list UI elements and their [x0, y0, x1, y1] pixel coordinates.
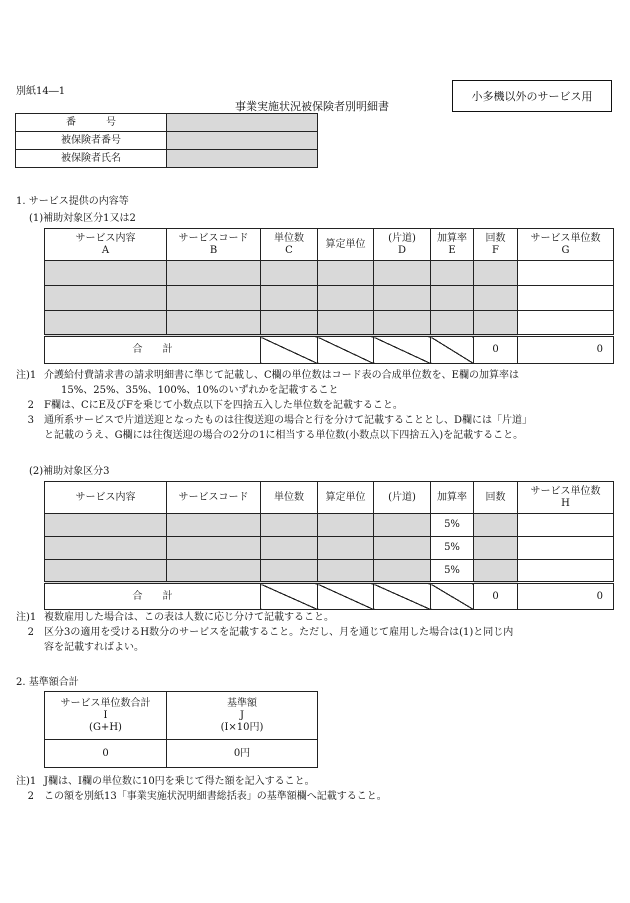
input-cell[interactable] [167, 560, 261, 583]
table1-header-row [45, 229, 614, 261]
input-cell[interactable] [474, 537, 518, 560]
base-amount-header: 基準額 J (I×10円) [167, 692, 318, 740]
total-units-header: サービス単位数合計 I (G+H) [45, 692, 167, 740]
table1-subheading: (1)補助対象区分1又は2 [29, 213, 136, 224]
col-header-service-units: サービス単位数 G [518, 229, 614, 261]
input-cell[interactable] [45, 514, 167, 537]
input-cell[interactable] [431, 311, 474, 336]
table-row [45, 560, 614, 583]
total-units-value: 0 [45, 740, 167, 768]
diagonal-cell [374, 336, 431, 364]
total-table [44, 691, 318, 768]
input-cell[interactable] [318, 514, 374, 537]
table-row [45, 537, 614, 560]
col-header-service: サービス内容 A [45, 229, 167, 261]
input-cell[interactable] [261, 311, 318, 336]
form-id: 別紙14―1 [16, 86, 66, 97]
total-row [45, 336, 614, 364]
input-cell[interactable] [261, 560, 318, 583]
insured-number-label: 被保険者番号 [16, 132, 167, 150]
number-label: 番 号 [16, 114, 167, 132]
diagonal-cell [318, 336, 374, 364]
col-header-code: サービスコード B [167, 229, 261, 261]
section2-notes: 注)1 J欄は、I欄の単位数に10円を乗じて得た額を記入すること。 2 この額を別紙13「事業実施状況明細書総括表」の基準額欄へ記載すること。 [16, 776, 387, 802]
total-label: 合 計 [45, 583, 261, 610]
rate-cell: 5% [431, 514, 474, 537]
table2-header-row [45, 482, 614, 514]
input-cell[interactable] [374, 537, 431, 560]
output-cell [518, 311, 614, 336]
table-row [45, 311, 614, 336]
diagonal-cell [374, 583, 431, 610]
base-amount-value: 0円 [167, 740, 318, 768]
input-cell[interactable] [318, 311, 374, 336]
service-table-2 [44, 481, 614, 610]
input-cell[interactable] [167, 286, 261, 311]
insured-name-field[interactable] [167, 150, 318, 168]
input-cell[interactable] [318, 537, 374, 560]
input-cell[interactable] [167, 311, 261, 336]
col-header-code: サービスコード [167, 482, 261, 514]
input-cell[interactable] [261, 261, 318, 286]
input-cell[interactable] [374, 560, 431, 583]
input-cell[interactable] [374, 311, 431, 336]
input-cell[interactable] [431, 286, 474, 311]
diagonal-cell [318, 583, 374, 610]
col-header-service-units: サービス単位数 H [518, 482, 614, 514]
input-cell[interactable] [167, 537, 261, 560]
col-header-service: サービス内容 [45, 482, 167, 514]
total-service-units: 0 [518, 336, 614, 364]
col-header-one-way: (片道) D [374, 229, 431, 261]
input-cell[interactable] [374, 261, 431, 286]
col-header-units: 単位数 [261, 482, 318, 514]
col-header-rate: 加算率 [431, 482, 474, 514]
input-cell[interactable] [474, 261, 518, 286]
table2-subheading: (2)補助対象区分3 [29, 466, 110, 477]
input-cell[interactable] [167, 514, 261, 537]
input-cell[interactable] [474, 311, 518, 336]
insured-info-table [15, 113, 318, 168]
rate-cell: 5% [431, 560, 474, 583]
rate-cell: 5% [431, 537, 474, 560]
col-header-one-way: (片道) [374, 482, 431, 514]
service-table-1 [44, 228, 614, 364]
col-header-count: 回数 F [474, 229, 518, 261]
output-cell [518, 261, 614, 286]
input-cell[interactable] [261, 514, 318, 537]
input-cell[interactable] [318, 286, 374, 311]
output-cell [518, 560, 614, 583]
input-cell[interactable] [45, 286, 167, 311]
input-cell[interactable] [45, 560, 167, 583]
total-service-units: 0 [518, 583, 614, 610]
insured-number-field[interactable] [167, 132, 318, 150]
page-title: 事業実施状況被保険者別明細書 [235, 100, 389, 113]
table-row [45, 514, 614, 537]
section2-heading: 2. 基準額合計 [16, 677, 79, 688]
diagonal-cell [261, 583, 318, 610]
table-row [45, 286, 614, 311]
insured-name-label: 被保険者氏名 [16, 150, 167, 168]
col-header-calc-unit: 算定単位 [318, 229, 374, 261]
form-type-badge: 小多機以外のサービス用 [452, 80, 612, 112]
input-cell[interactable] [431, 261, 474, 286]
output-cell [518, 286, 614, 311]
output-cell [518, 514, 614, 537]
input-cell[interactable] [474, 286, 518, 311]
col-header-rate: 加算率 E [431, 229, 474, 261]
input-cell[interactable] [374, 286, 431, 311]
total-count: 0 [474, 336, 518, 364]
table-row [45, 261, 614, 286]
input-cell[interactable] [318, 560, 374, 583]
col-header-units: 単位数 C [261, 229, 318, 261]
total-row [45, 583, 614, 610]
input-cell[interactable] [167, 261, 261, 286]
input-cell[interactable] [45, 311, 167, 336]
diagonal-cell [261, 336, 318, 364]
section1-heading: 1. サービス提供の内容等 [16, 196, 129, 207]
diagonal-cell [431, 336, 474, 364]
input-cell[interactable] [45, 537, 167, 560]
input-cell[interactable] [474, 560, 518, 583]
input-cell[interactable] [474, 514, 518, 537]
input-cell[interactable] [45, 261, 167, 286]
input-cell[interactable] [261, 537, 318, 560]
table1-notes: 注)1 介護給付費請求書の請求明細書に準じて記載し、C欄の単位数はコード表の合成単位数を、E欄の加算率は 15%、25%、35%、100%、10%のいずれかを記載すること 2 F欄は、CにE及びFを乗じて小数点以下を四捨五入した単位数を記載すること。 3 通所系サービスで片道送迎となったものは往復送迎の場合と行を分けて記載することとし、D欄には「片道」 と記載のうえ、G欄には往復送迎の場合の2分の1に相当する単位数(小数点以下四捨五入)を記載すること。 [16, 370, 533, 441]
input-cell[interactable] [318, 261, 374, 286]
col-header-calc-unit: 算定単位 [318, 482, 374, 514]
output-cell [518, 537, 614, 560]
input-cell[interactable] [261, 286, 318, 311]
table2-notes: 注)1 複数雇用した場合は、この表は人数に応じ分けて記載すること。 2 区分3の適用を受けるH数分のサービスを記載すること。ただし、月を通じて雇用した場合は(1)と同じ内 容を記載すればよい。 [16, 612, 514, 653]
col-header-count: 回数 [474, 482, 518, 514]
diagonal-cell [431, 583, 474, 610]
number-field[interactable] [167, 114, 318, 132]
input-cell[interactable] [374, 514, 431, 537]
total-count: 0 [474, 583, 518, 610]
total-label: 合 計 [45, 336, 261, 364]
